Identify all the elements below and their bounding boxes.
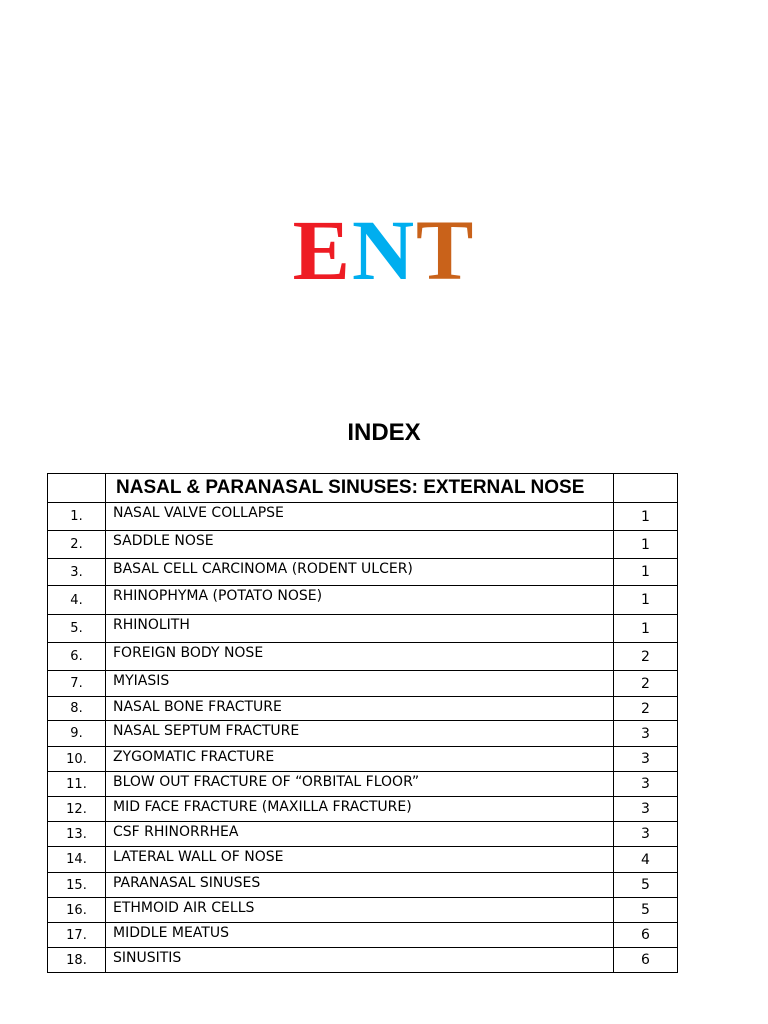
row-page: 4 [614,847,678,873]
row-topic: CSF RHINORRHEA [106,822,614,847]
row-page: 2 [614,671,678,697]
table-row [48,898,678,923]
row-page: 6 [614,948,678,973]
row-topic: RHINOLITH [106,615,614,643]
row-number: 12. [48,797,106,822]
row-number: 1. [48,503,106,531]
row-number: 7. [48,671,106,697]
header-num-cell [48,474,106,503]
row-page: 1 [614,615,678,643]
row-topic: NASAL BONE FRACTURE [106,697,614,721]
table-row [48,643,678,671]
row-page: 2 [614,697,678,721]
title-letter: N [351,202,417,298]
title-letter: E [292,202,352,298]
row-number: 17. [48,923,106,948]
row-number: 3. [48,559,106,586]
row-topic: LATERAL WALL OF NOSE [106,847,614,873]
row-page: 3 [614,797,678,822]
row-page: 5 [614,873,678,898]
row-number: 4. [48,586,106,615]
row-topic: NASAL SEPTUM FRACTURE [106,721,614,747]
table-row [48,747,678,772]
row-topic: MID FACE FRACTURE (MAXILLA FRACTURE) [106,797,614,822]
section-title: NASAL & PARANASAL SINUSES: EXTERNAL NOSE [106,474,614,503]
table-row [48,847,678,873]
table-row [48,586,678,615]
table-row [48,697,678,721]
row-topic: BASAL CELL CARCINOMA (RODENT ULCER) [106,559,614,586]
row-number: 5. [48,615,106,643]
row-number: 11. [48,772,106,797]
table-row [48,923,678,948]
row-topic: PARANASAL SINUSES [106,873,614,898]
table-row [48,721,678,747]
row-page: 3 [614,747,678,772]
row-topic: ETHMOID AIR CELLS [106,898,614,923]
row-number: 6. [48,643,106,671]
row-page: 3 [614,772,678,797]
row-page: 1 [614,559,678,586]
header-page-cell [614,474,678,503]
table-row [48,948,678,973]
table-row [48,873,678,898]
row-page: 2 [614,643,678,671]
row-topic: SADDLE NOSE [106,531,614,559]
table-row [48,671,678,697]
row-number: 18. [48,948,106,973]
row-topic: SINUSITIS [106,948,614,973]
row-page: 1 [614,586,678,615]
row-topic: MYIASIS [106,671,614,697]
table-row [48,559,678,586]
table-row [48,822,678,847]
table-row [48,797,678,822]
table-row [48,615,678,643]
index-heading: INDEX [347,419,421,446]
row-topic: NASAL VALVE COLLAPSE [106,503,614,531]
row-topic: FOREIGN BODY NOSE [106,643,614,671]
index-table [47,473,678,973]
row-number: 14. [48,847,106,873]
row-page: 3 [614,721,678,747]
row-page: 6 [614,923,678,948]
row-number: 2. [48,531,106,559]
row-topic: ZYGOMATIC FRACTURE [106,747,614,772]
row-page: 1 [614,503,678,531]
row-topic: BLOW OUT FRACTURE OF “ORBITAL FLOOR” [106,772,614,797]
row-number: 8. [48,697,106,721]
row-page: 5 [614,898,678,923]
row-page: 1 [614,531,678,559]
table-row [48,772,678,797]
table-header-row [48,474,678,503]
row-number: 15. [48,873,106,898]
row-number: 10. [48,747,106,772]
table-row [48,531,678,559]
row-topic: MIDDLE MEATUS [106,923,614,948]
row-number: 9. [48,721,106,747]
row-number: 13. [48,822,106,847]
table-row [48,503,678,531]
document-title [0,200,768,300]
row-topic: RHINOPHYMA (POTATO NOSE) [106,586,614,615]
title-letter: T [416,202,476,298]
row-number: 16. [48,898,106,923]
row-page: 3 [614,822,678,847]
